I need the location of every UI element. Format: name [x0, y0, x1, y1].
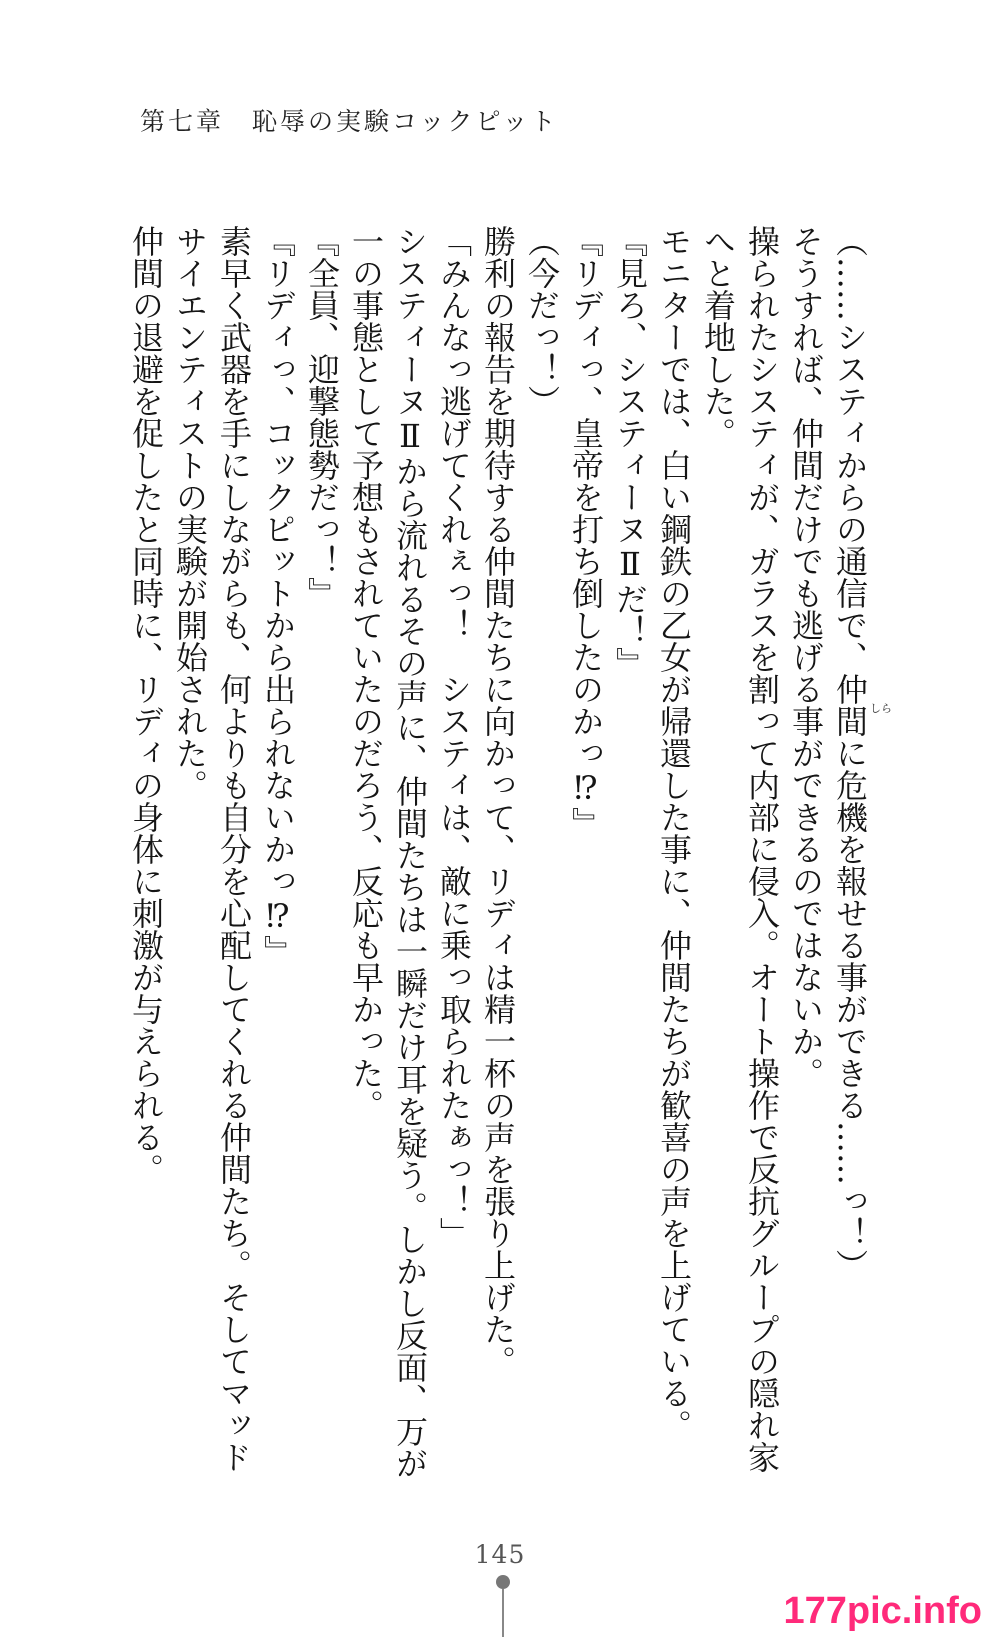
text-line: システィーヌⅡから流れるその声に、仲間たちは一瞬だけ耳を疑う。しかし反面、万が — [391, 225, 429, 1479]
text-line: モニターでは、白い鋼鉄の乙女が帰還した事に、仲間たちが歓喜の声を上げている。 — [655, 225, 693, 1441]
text-line: 「みんなっ逃げてくれぇっ！ システィは、敵に乗っ取られたぁっ！」 — [435, 225, 473, 1249]
text-line: 『リディっ、コックピットから出られないかっ⁉』 — [259, 225, 297, 967]
page-ornament-dot — [496, 1575, 510, 1589]
text-line: 『見ろ、システィーヌⅡだ！』 — [611, 225, 649, 679]
body-text — [127, 225, 872, 1479]
text-line: サイエンティストの実験が開始された。 — [171, 225, 209, 801]
text-line: 仲間の退避を促したと同時に、リディの身体に刺激が与えられる。 — [127, 225, 165, 1185]
text-line: へと着地した。 — [699, 225, 737, 449]
running-head: 第七章 恥辱の実験コックピット — [140, 107, 559, 136]
text-line: 『リディっ、皇帝を打ち倒したのかっ⁉』 — [567, 225, 605, 839]
furigana: しら — [870, 702, 892, 715]
text-line: 素早く武器を手にしながらも、何よりも自分を心配してくれる仲間たち。そしてマッド — [215, 225, 253, 1473]
text-line: 操られたシスティが、ガラスを割って内部に侵入。オート操作で反抗グループの隠れ家 — [743, 225, 781, 1473]
text-line: （……システィからの通信で、仲間に危機を報せる事ができる……っ！） — [831, 225, 869, 1281]
text-line: そうすれば、仲間だけでも逃げる事ができるのではないか。 — [787, 225, 825, 1089]
text-line: （今だっ！） — [523, 225, 561, 417]
text-line: 一の事態として予想もされていたのだろう、反応も早かった。 — [347, 225, 385, 1121]
watermark-logo: 177pic.info — [783, 1590, 982, 1632]
page-number: 145 — [474, 1540, 526, 1569]
text-line: 『全員、迎撃態勢だっ！』 — [303, 225, 341, 609]
text-line: 勝利の報告を期待する仲間たちに向かって、リディは精一杯の声を張り上げた。 — [479, 225, 517, 1377]
page-ornament-line — [502, 1589, 504, 1637]
